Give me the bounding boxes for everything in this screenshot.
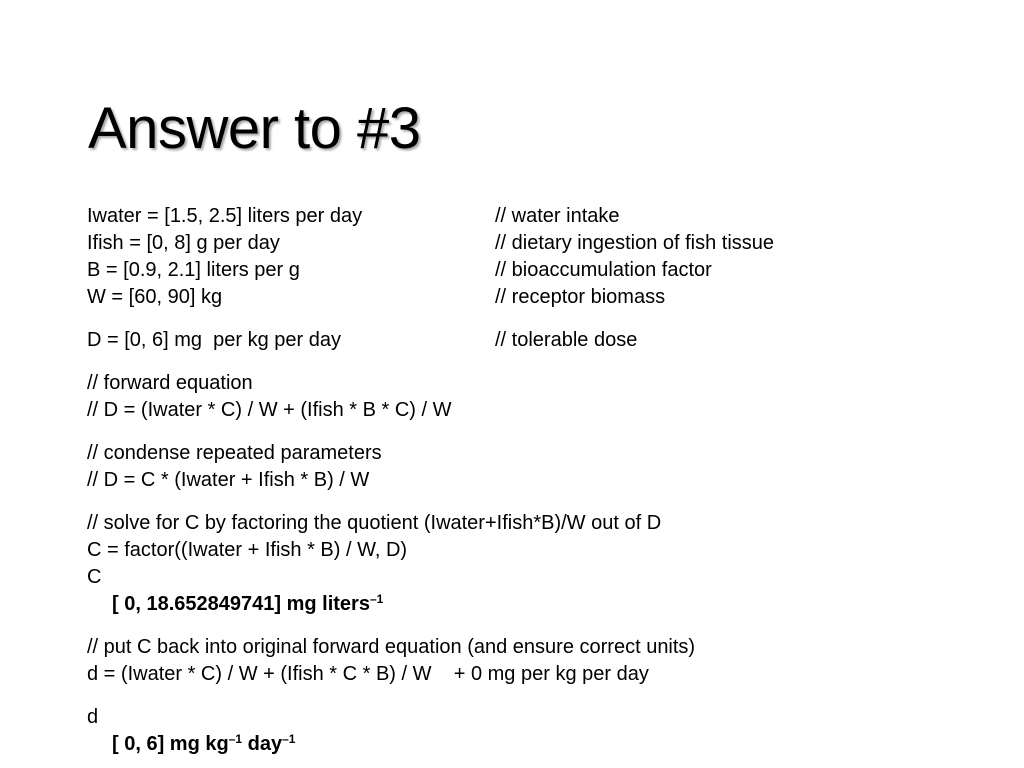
back-comment: // put C back into original forward equation (and ensure correct units) [87,636,696,658]
comment-iwater: // water intake [495,205,620,227]
final-result-value: [ 0, 6] mg kg [112,733,229,755]
comment-b: // bioaccumulation factor [495,259,712,281]
final-result [112,734,295,754]
param-iwater: Iwater = [1.5, 2.5] liters per day [87,205,363,227]
param-ifish: Ifish = [0, 8] g per day [87,232,280,254]
solve-var: C [87,566,102,588]
solve-result-exponent: –1 [369,592,384,606]
param-b: B = [0.9, 2.1] liters per g [87,259,300,281]
forward-equation: // D = (Iwater * C) / W + (Ifish * B * C) / W [87,399,452,421]
solve-code: C = factor((Iwater + Ifish * B) / W, D) [87,539,408,561]
final-result-exponent-1: –1 [228,732,243,746]
param-w: W = [60, 90] kg [87,286,223,308]
condense-comment: // condense repeated parameters [87,442,382,464]
condense-equation: // D = C * (Iwater + Ifish * B) / W [87,469,370,491]
solve-result [112,594,383,614]
forward-comment: // forward equation [87,372,253,394]
solve-comment: // solve for C by factoring the quotient (Iwater+Ifish*B)/W out of D [87,512,662,534]
back-code: d = (Iwater * C) / W + (Ifish * C * B) / W + 0 mg per kg per day [87,663,649,685]
final-result-unit: day [242,733,283,755]
final-var: d [87,706,99,728]
comment-ifish: // dietary ingestion of fish tissue [495,232,775,254]
comment-d: // tolerable dose [495,329,638,351]
param-d: D = [0, 6] mg per kg per day [87,329,342,351]
slide-title: Answer to #3 [88,96,421,161]
solve-result-value: [ 0, 18.652849741] mg liters [112,593,370,615]
comment-w: // receptor biomass [495,286,666,308]
final-result-exponent-2: –1 [282,732,296,746]
